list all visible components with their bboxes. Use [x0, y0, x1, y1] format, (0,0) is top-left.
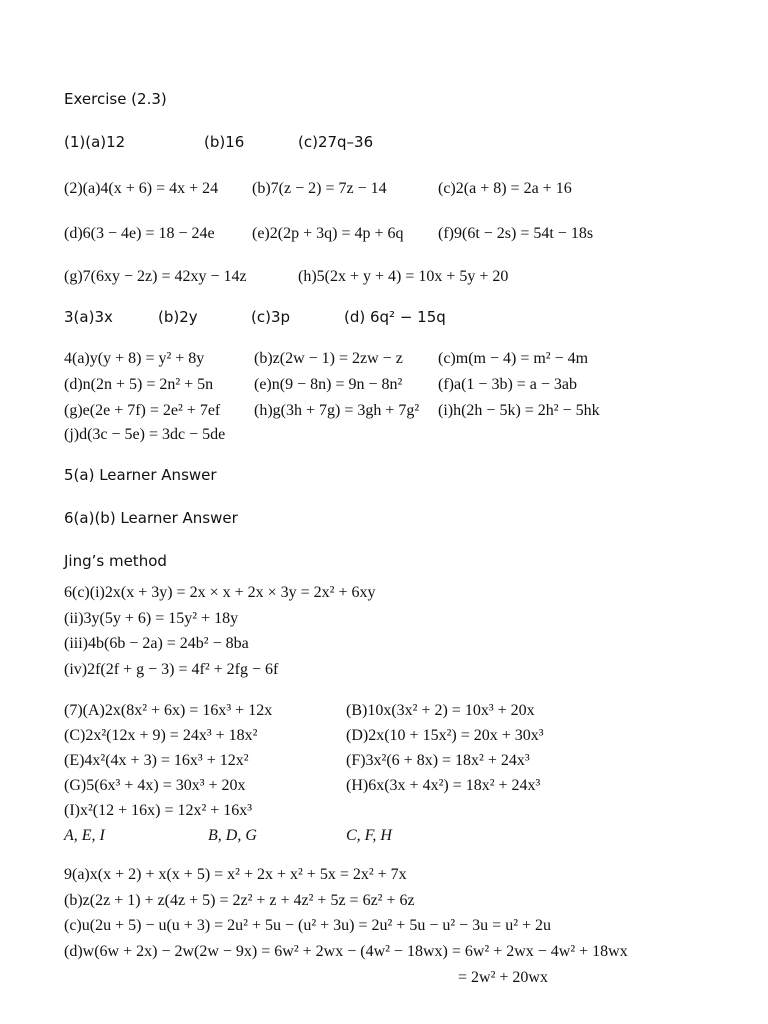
q3-c: (c)3p	[251, 308, 291, 326]
q1-c: (c)27q–36	[298, 133, 374, 151]
q7-C: (C)2x²(12x + 9) = 24x³ + 18x²	[64, 727, 258, 744]
q9-d2: = 2w² + 20wx	[458, 969, 548, 986]
q4-j: (j)d(3c − 5e) = 3dc − 5de	[64, 426, 226, 443]
q9-d: (d)w(6w + 2x) − 2w(2w − 9x) = 6w² + 2wx − (4w² − 18wx) = 6w² + 2wx − 4w² + 18wx	[64, 943, 628, 960]
q7-F: (F)3x²(6 + 8x) = 18x² + 24x³	[346, 752, 530, 769]
q6c-i: 6(c)(i)2x(x + 3y) = 2x × x + 2x × 3y = 2x² + 6xy	[64, 584, 376, 601]
heading: Exercise (2.3)	[64, 90, 167, 108]
q4-f: (f)a(1 − 3b) = a − 3ab	[438, 376, 578, 393]
q2-h: (h)5(2x + y + 4) = 10x + 5y + 20	[298, 268, 509, 285]
q3-d: (d) 6q² − 15q	[344, 308, 446, 326]
q9-c: (c)u(2u + 5) − u(u + 3) = 2u² + 5u − (u² + 3u) = 2u² + 5u − u² − 3u = u² + 2u	[64, 917, 552, 934]
q1-a: (1)(a)12	[64, 133, 126, 151]
q2-e: (e)2(2p + 3q) = 4p + 6q	[252, 225, 404, 242]
q3-a: 3(a)3x	[64, 308, 113, 326]
q6ab: 6(a)(b) Learner Answer	[64, 509, 238, 527]
q7-E: (E)4x²(4x + 3) = 16x³ + 12x²	[64, 752, 249, 769]
q1-b: (b)16	[204, 133, 245, 151]
q2-g: (g)7(6xy − 2z) = 42xy − 14z	[64, 268, 247, 285]
q4-e: (e)n(9 − 8n) = 9n − 8n²	[254, 376, 403, 393]
q9-b: (b)z(2z + 1) + z(4z + 5) = 2z² + z + 4z² + 5z = 6z² + 6z	[64, 892, 415, 909]
q7-G: (G)5(6x³ + 4x) = 30x³ + 20x	[64, 777, 246, 794]
q5: 5(a) Learner Answer	[64, 466, 217, 484]
q7-B: (B)10x(3x² + 2) = 10x³ + 20x	[346, 702, 535, 719]
q7-I: (I)x²(12 + 16x) = 12x² + 16x³	[64, 802, 253, 819]
q6c-iii: (iii)4b(6b − 2a) = 24b² − 8ba	[64, 635, 249, 652]
q7-A: (7)(A)2x(8x² + 6x) = 16x³ + 12x	[64, 702, 273, 719]
q3-b: (b)2y	[158, 308, 198, 326]
jing-method: Jing’s method	[64, 552, 167, 570]
q4-b: (b)z(2w − 1) = 2zw − z	[254, 350, 403, 367]
q4-c: (c)m(m − 4) = m² − 4m	[438, 350, 589, 367]
q7-group1: A, E, I	[64, 827, 105, 844]
q4-a: 4(a)y(y + 8) = y² + 8y	[64, 350, 205, 367]
q2-a: (2)(a)4(x + 6) = 4x + 24	[64, 180, 219, 197]
q4-g: (g)e(2e + 7f) = 2e² + 7ef	[64, 402, 221, 419]
q4-d: (d)n(2n + 5) = 2n² + 5n	[64, 376, 214, 393]
q7-group3: C, F, H	[346, 827, 392, 844]
q2-c: (c)2(a + 8) = 2a + 16	[438, 180, 572, 197]
q9-a: 9(a)x(x + 2) + x(x + 5) = x² + 2x + x² + 5x = 2x² + 7x	[64, 866, 407, 883]
q2-b: (b)7(z − 2) = 7z − 14	[252, 180, 387, 197]
q4-h: (h)g(3h + 7g) = 3gh + 7g²	[254, 402, 420, 419]
q7-group2: B, D, G	[208, 827, 257, 844]
q2-d: (d)6(3 − 4e) = 18 − 24e	[64, 225, 215, 242]
q6c-iv: (iv)2f(2f + g − 3) = 4f² + 2fg − 6f	[64, 661, 279, 678]
q6c-ii: (ii)3y(5y + 6) = 15y² + 18y	[64, 610, 239, 627]
q4-i: (i)h(2h − 5k) = 2h² − 5hk	[438, 402, 600, 419]
q7-D: (D)2x(10 + 15x²) = 20x + 30x³	[346, 727, 544, 744]
q7-H: (H)6x(3x + 4x²) = 18x² + 24x³	[346, 777, 541, 794]
q2-f: (f)9(6t − 2s) = 54t − 18s	[438, 225, 594, 242]
